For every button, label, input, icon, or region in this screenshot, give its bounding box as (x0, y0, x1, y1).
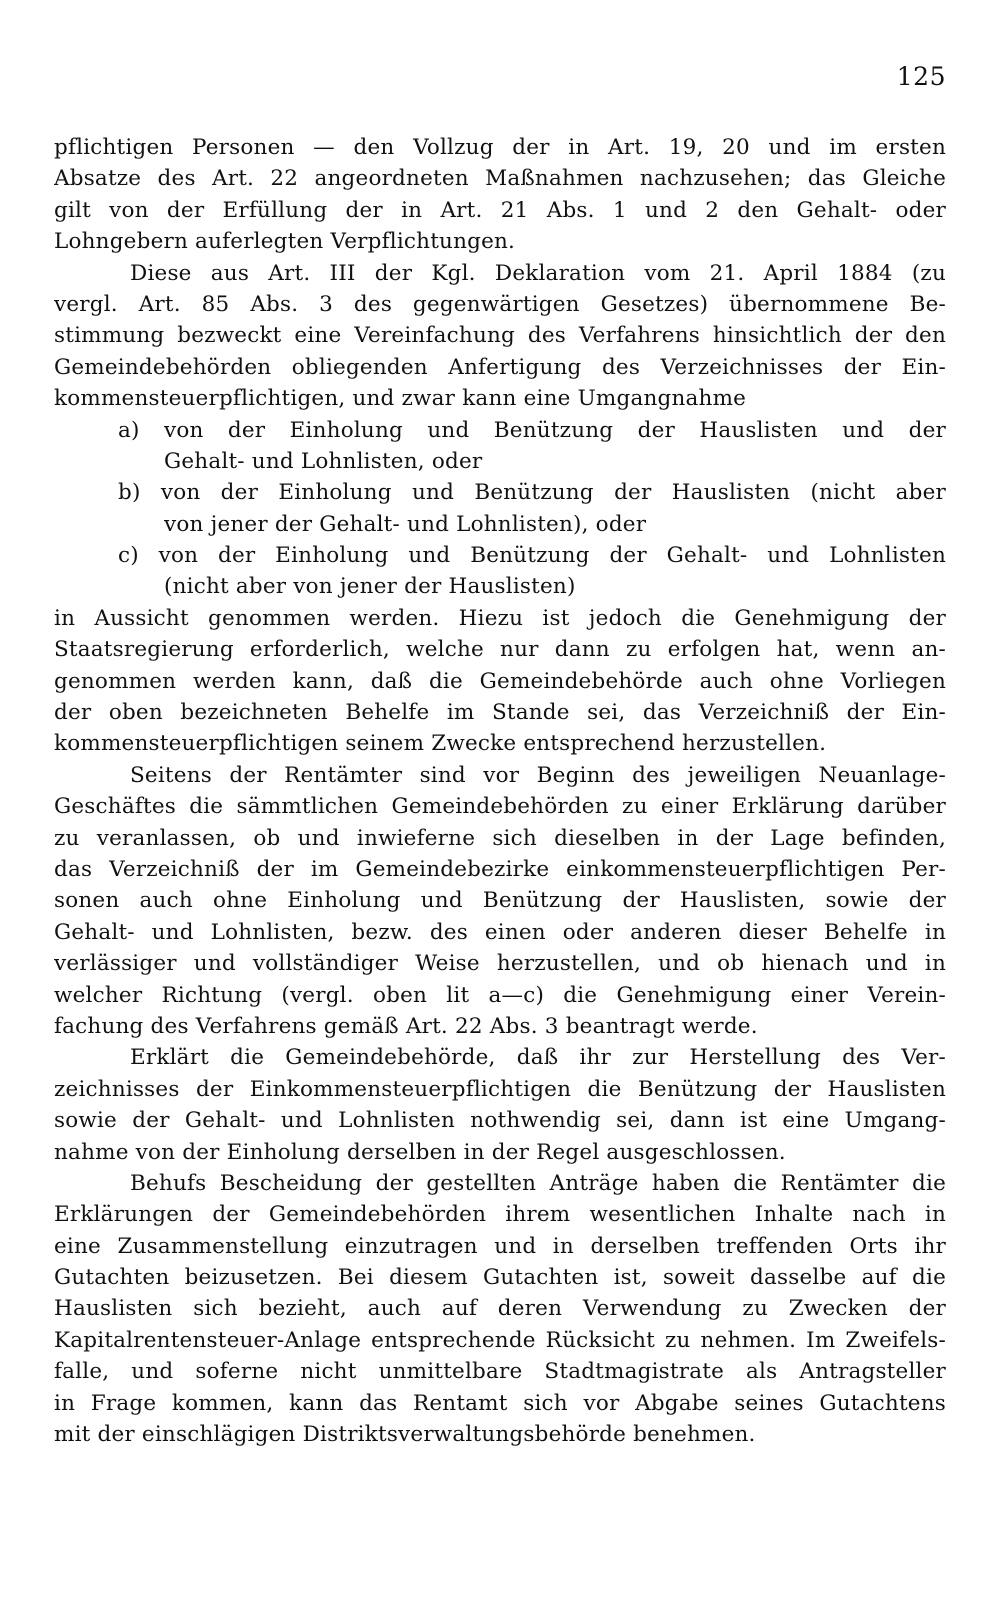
text-line: falle, und soferne nicht unmittelbare Stadtmagistrate als Antragsteller (54, 1359, 946, 1385)
text-line: nahme von der Einholung derselben in der Regel ausgeschlossen. (54, 1139, 786, 1165)
text-line: Geschäftes die sämmtlichen Gemeindebehörden zu einer Erklärung darüber (54, 794, 946, 820)
text-line: c) von der Einholung und Benützung der Gehalt- und Lohnlisten (118, 543, 946, 569)
text-line: der oben bezeichneten Behelfe im Stande sei, das Verzeichniß der Ein- (54, 700, 946, 726)
text-line: Kapitalrentensteuer-Anlage entsprechende Rücksicht zu nehmen. Im Zweifels- (54, 1327, 946, 1353)
text-line: Gemeindebehörden obliegenden Anfertigung des Verzeichnisses der Ein- (54, 354, 946, 380)
text-line: pflichtigen Personen — den Vollzug der in Art. 19, 20 und im ersten (54, 135, 946, 160)
text-line: sonen auch ohne Einholung und Benützung der Hauslisten, sowie der (54, 888, 946, 914)
text-line: Hauslisten sich bezieht, auch auf deren Verwendung zu Zwecken der (54, 1296, 946, 1322)
text-line: eine Zusammenstellung einzutragen und in derselben treffenden Orts ihr (54, 1233, 946, 1259)
text-line: Diese aus Art. III der Kgl. Deklaration vom 21. April 1884 (zu (130, 260, 946, 286)
text-line: Erklärt die Gemeindebehörde, daß ihr zur Herstellung des Ver- (130, 1045, 946, 1071)
text-line: genommen werden kann, daß die Gemeindebehörde auch ohne Vorliegen (54, 668, 946, 694)
text-line: b) von der Einholung und Benützung der Hauslisten (nicht aber (118, 480, 946, 506)
text-line: zeichnisses der Einkommensteuerpflichtigen die Benützung der Hauslisten (54, 1076, 946, 1102)
text-line: das Verzeichniß der im Gemeindebezirke einkommensteuerpflichtigen Per- (54, 856, 946, 882)
text-line: verlässiger und vollständiger Weise herzustellen, und ob hienach und in (54, 951, 946, 977)
text-line: Gutachten beizusetzen. Bei diesem Gutachten ist, soweit dasselbe auf die (54, 1265, 946, 1291)
text-line: stimmung bezweckt eine Vereinfachung des Verfahrens hinsichtlich der den (54, 323, 946, 349)
text-line: mit der einschlägigen Distriktsverwaltungsbehörde benehmen. (54, 1422, 756, 1448)
text-line: in Frage kommen, kann das Rentamt sich vor Abgabe seines Gutachtens (54, 1390, 946, 1416)
text-line: kommensteuerpflichtigen seinem Zwecke entsprechend herzustellen. (54, 731, 827, 757)
text-line: Absatze des Art. 22 angeordneten Maßnahmen nachzusehen; das Gleiche (54, 166, 946, 192)
page-number: 125 (896, 62, 946, 91)
text-line: Seitens der Rentämter sind vor Beginn des jeweiligen Neuanlage- (130, 762, 946, 788)
text-line: zu veranlassen, ob und inwieferne sich dieselben in der Lage befinden, (54, 825, 946, 851)
text-line: welcher Richtung (vergl. oben lit a—c) die Genehmigung einer Verein- (54, 982, 946, 1008)
text-line: Staatsregierung erforderlich, welche nur dann zu erfolgen hat, wenn an- (54, 637, 946, 663)
text-line: sowie der Gehalt- und Lohnlisten nothwendig sei, dann ist eine Umgang- (54, 1108, 946, 1134)
text-line: Lohngebern auferlegten Verpflichtungen. (54, 229, 516, 255)
text-line: gilt von der Erfüllung der in Art. 21 Abs. 1 und 2 den Gehalt- oder (54, 197, 946, 223)
text-line: vergl. Art. 85 Abs. 3 des gegenwärtigen Gesetzes) übernommene Be- (54, 291, 946, 317)
text-line: a) von der Einholung und Benützung der Hauslisten und der (118, 417, 946, 443)
text-line: fachung des Verfahrens gemäß Art. 22 Abs. 3 beantragt werde. (54, 1013, 758, 1039)
text-line: Gehalt- und Lohnlisten, oder (164, 448, 483, 474)
text-line: von jener der Gehalt- und Lohnlisten), oder (164, 511, 647, 537)
text-line: Gehalt- und Lohnlisten, bezw. des einen oder anderen dieser Behelfe in (54, 919, 946, 945)
text-line: (nicht aber von jener der Hauslisten) (164, 574, 576, 600)
text-line: in Aussicht genommen werden. Hiezu ist jedoch die Genehmigung der (54, 605, 946, 631)
text-line: Erklärungen der Gemeindebehörden ihrem wesentlichen Inhalte nach in (54, 1202, 946, 1228)
body-text (54, 132, 946, 1450)
text-line: Behufs Bescheidung der gestellten Anträge haben die Rentämter die (130, 1170, 946, 1196)
text-line: kommensteuerpflichtigen, und zwar kann eine Umgangnahme (54, 386, 747, 412)
